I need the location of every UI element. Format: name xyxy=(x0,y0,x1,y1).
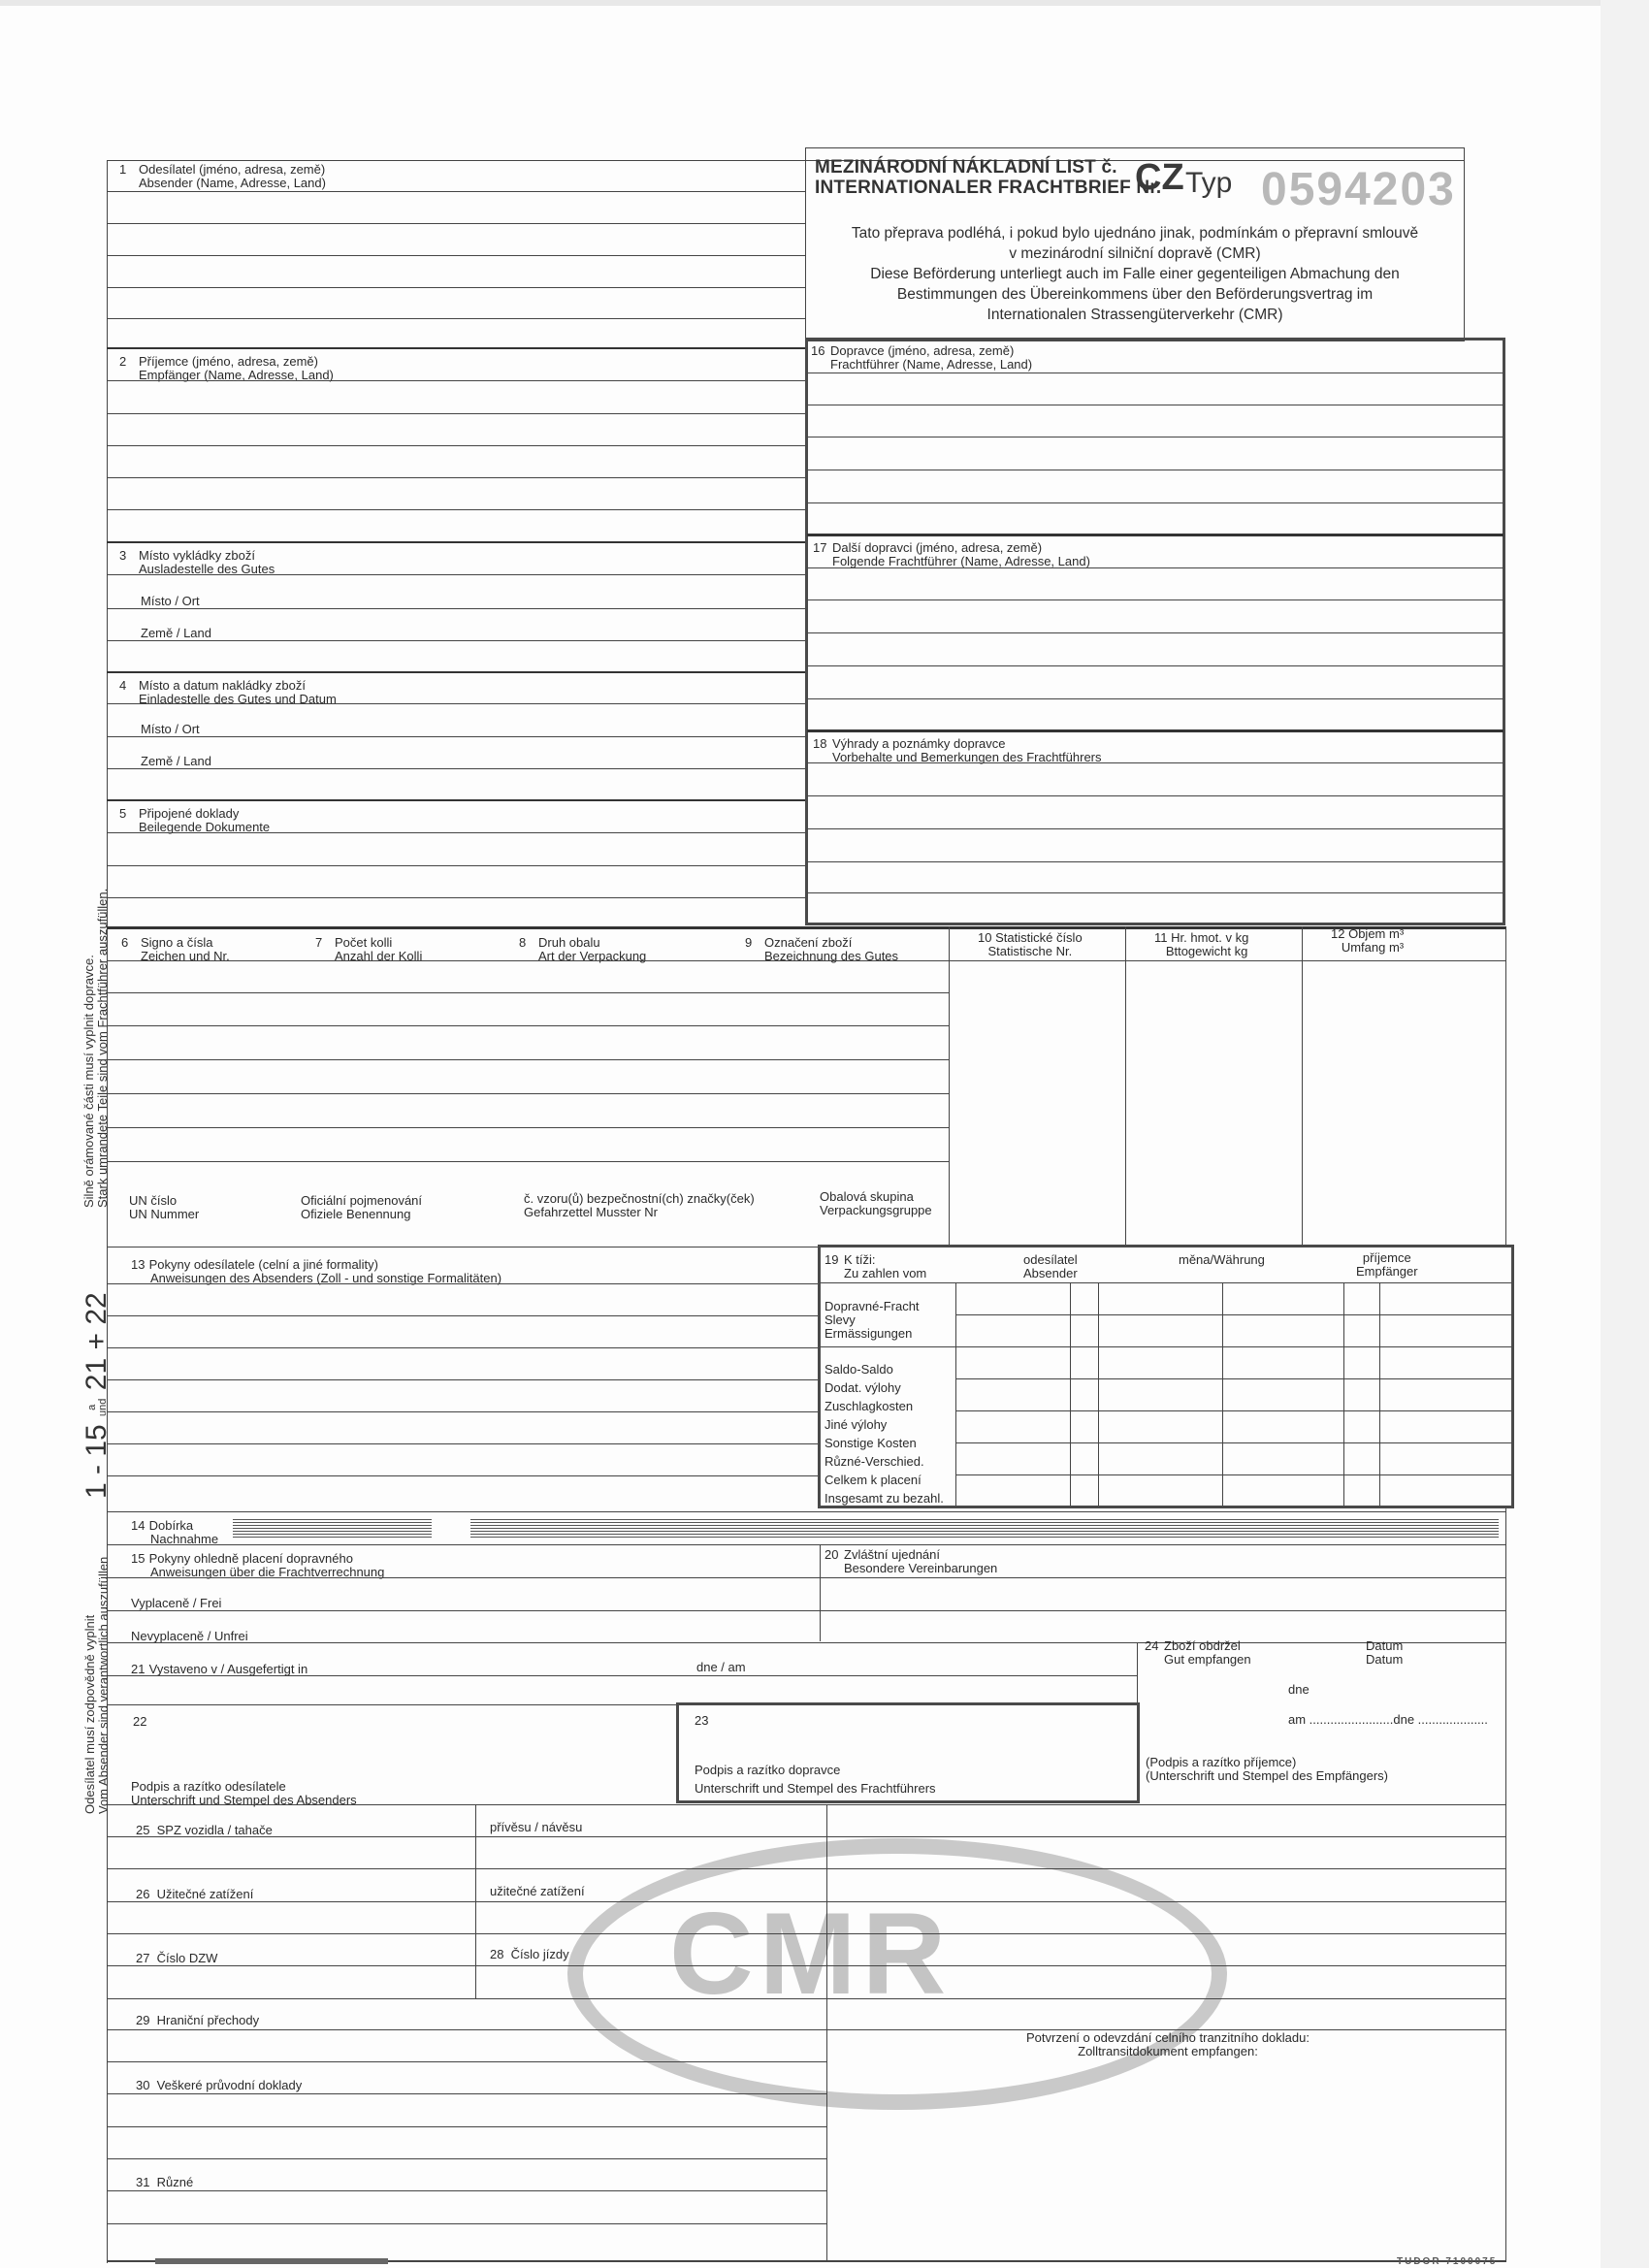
adr-name-label: Oficiální pojmenování Ofiziele Benennung xyxy=(301,1193,423,1221)
rule xyxy=(107,1836,1505,1837)
rule xyxy=(107,1025,949,1026)
footer-print-code: TUDOR 7100075 xyxy=(1397,2256,1498,2267)
side-note-sender xyxy=(83,1557,111,1814)
rule xyxy=(107,2061,826,2062)
rule xyxy=(107,1475,820,1476)
rule xyxy=(807,567,1504,568)
transit-confirmation-area[interactable] xyxy=(830,2061,1502,2255)
field-21-date-label: dne / am xyxy=(696,1660,746,1674)
goods-top xyxy=(107,926,1505,929)
rule xyxy=(107,1283,820,1284)
rule xyxy=(107,255,805,256)
side-note-sender-de: Vom Absender sind verantwortlich auszufüllen xyxy=(96,1556,111,1814)
rule xyxy=(107,1965,1505,1966)
field-27-input[interactable] xyxy=(109,1967,473,1996)
rule xyxy=(807,698,1504,699)
charges-balance-label: Saldo-Saldo xyxy=(824,1362,893,1377)
field-9-label: 9 Označení zboží Bezeichnung des Gutes xyxy=(745,935,899,963)
field-2-input[interactable] xyxy=(109,382,803,537)
field-10-label: 10 Statistické číslo Statistische Nr. xyxy=(978,930,1083,958)
field-5-label: 5 Připojené doklady Beilegende Dokumente xyxy=(119,806,271,834)
notice-cz-1: Tato přeprava podléhá, i pokud bylo ujednáno jinak, podmínkám o přepravní smlouvě xyxy=(851,225,1419,242)
notice-de-3: Internationalen Strassengüterverkehr (CMR) xyxy=(986,307,1283,323)
rule xyxy=(107,223,805,224)
charges-total-label: Celkem k placení xyxy=(824,1473,922,1487)
charges-currency-header: měna/Währung xyxy=(1179,1252,1265,1267)
field-15-label: 15 Pokyny ohledně placení dopravného Anweisungen über die Frachtverrechnung xyxy=(131,1551,385,1579)
field-20-label: 20 Zvláštní ujednání Besondere Vereinbarungen xyxy=(824,1547,998,1575)
field-3-place[interactable]: Místo / Ort xyxy=(141,594,200,608)
field-4-place[interactable]: Místo / Ort xyxy=(141,722,200,736)
field-1-input[interactable] xyxy=(109,193,803,348)
field-2-label: 2 Příjemce (jméno, adresa, země) Empfänger (Name, Adresse, Land) xyxy=(119,354,334,382)
adr-un-label: UN číslo UN Nummer xyxy=(129,1193,200,1221)
charges-col xyxy=(955,1282,956,1506)
charges-rows-b xyxy=(824,1360,944,1507)
notice-de-1: Diese Beförderung unterliegt auch im Falle einer gegenteiligen Abmachung den xyxy=(870,266,1400,282)
field-22-signature[interactable] xyxy=(109,1707,671,1775)
transit-confirmation-label: Potvrzení o odevzdání celního tranzitního dokladu: Zolltransitdokument empfangen: xyxy=(1026,2030,1310,2058)
payment-prepaid[interactable]: Vyplaceně / Frei xyxy=(131,1596,222,1610)
rule xyxy=(107,509,805,510)
notice-de-2: Bestimmungen des Übereinkommens über den Beförderungsvertrag im xyxy=(896,286,1374,303)
field-14-label: 14 Dobírka Nachnahme xyxy=(131,1518,219,1546)
rule xyxy=(107,1577,1505,1578)
field-21-label: 21 Vystaveno v / Ausgefertigt in xyxy=(131,1662,308,1676)
field-4-country[interactable]: Země / Land xyxy=(141,754,211,768)
charges-discount-de-label: Ermässigungen xyxy=(824,1326,913,1341)
field-27-label: 27 Číslo DZW xyxy=(136,1951,218,1965)
field-20-divider xyxy=(820,1544,821,1641)
rule xyxy=(107,318,805,319)
rule xyxy=(807,502,1504,503)
rule xyxy=(107,2158,826,2159)
rule xyxy=(107,413,805,414)
rule xyxy=(807,795,1504,796)
field-30-label: 30 Veškeré průvodní doklady xyxy=(136,2078,303,2092)
charges-discount-label: Slevy xyxy=(824,1312,856,1327)
field-3-country[interactable]: Země / Land xyxy=(141,626,211,640)
page-edge xyxy=(1600,0,1649,2268)
rule xyxy=(107,1093,949,1094)
field-26-trailer-input[interactable] xyxy=(477,1903,824,1932)
field-18-top xyxy=(807,729,1504,732)
rule xyxy=(821,1282,1511,1283)
field-23-number: 23 xyxy=(695,1713,709,1728)
rule xyxy=(807,892,1504,893)
rule xyxy=(107,1315,820,1316)
rule xyxy=(107,1998,1505,1999)
rule xyxy=(107,2126,826,2127)
rule xyxy=(107,1059,949,1060)
side-note-sender-cz: Odesílatel musí zodpovědně vyplnit xyxy=(82,1614,97,1814)
rule xyxy=(107,1675,1137,1676)
rule xyxy=(807,762,1504,763)
field-18-label: 18 Výhrady a poznámky dopravce Vorbehalte und Bemerkungen des Frachtführers xyxy=(813,736,1102,764)
rule xyxy=(107,1704,679,1705)
charges-supplementary-de-label: Zuschlagkosten xyxy=(824,1399,914,1413)
rule xyxy=(107,1127,949,1128)
rule xyxy=(107,2093,826,2094)
side-note-carrier xyxy=(82,889,110,1208)
field-26-label: 26 Užitečné zatížení xyxy=(136,1887,254,1901)
field-17-label: 17 Další dopravci (jméno, adresa, země) Folgende Frachtführer (Name, Adresse, Land) xyxy=(813,540,1090,568)
charges-other-label: Jiné výlohy xyxy=(824,1417,888,1432)
field-13-label: 13 Pokyny odesílatele (celní a jiné formality) Anweisungen des Absenders (Zoll - und sonstige Formalitäten) xyxy=(131,1257,502,1285)
charges-sender-header: odesílatel Absender xyxy=(1023,1252,1078,1280)
country-code: CZ xyxy=(1135,157,1184,198)
rule xyxy=(807,632,1504,633)
rule xyxy=(107,2190,826,2191)
form-left-border xyxy=(107,160,108,2263)
side-note-range-1: 1 - 15 xyxy=(81,1424,113,1499)
charges-rows-a xyxy=(824,1300,920,1341)
field-29-label: 29 Hraniční přechody xyxy=(136,2013,260,2027)
rule xyxy=(107,960,1505,961)
field-5-top xyxy=(107,799,805,801)
title-cz: MEZINÁRODNÍ NÁKLADNÍ LIST č. xyxy=(815,157,1117,178)
rule xyxy=(107,445,805,446)
side-note-range xyxy=(81,1292,113,1499)
field-2-top xyxy=(107,347,805,349)
rule xyxy=(807,665,1504,666)
side-note-carrier-cz: Silně orámované části musí vyplnit dopravce. xyxy=(81,955,96,1208)
rule xyxy=(107,608,805,609)
side-note-carrier-de: Stark umrandete Teile sind vom Frachtführer auszufüllen. xyxy=(95,888,110,1208)
rule xyxy=(107,380,805,381)
rule xyxy=(107,992,949,993)
rule xyxy=(107,574,805,575)
field-17-input[interactable] xyxy=(809,569,1502,725)
field-25-label: 25 SPZ vozidla / tahače xyxy=(136,1823,273,1837)
rule xyxy=(107,1379,820,1380)
field-21-input[interactable] xyxy=(320,1645,689,1674)
charges-misc-label: Různé-Verschied. xyxy=(824,1454,924,1469)
goods-right-border xyxy=(1505,926,1506,1247)
adr-danger-label: č. vzoru(ů) bezpečnostní(ch) značky(ček) Gefahrzettel Musster Nr xyxy=(524,1191,755,1219)
charges-receiver-header: příjemce Empfänger xyxy=(1356,1250,1418,1279)
field-24-label: 24 Zboží obdržel Gut empfangen xyxy=(1145,1638,1251,1667)
rule xyxy=(107,897,805,898)
field-23-signature[interactable] xyxy=(681,1732,1135,1759)
field-17-top xyxy=(807,534,1504,536)
side-note-and-de: und xyxy=(97,1398,110,1416)
side-note-range-2: 21 + 22 xyxy=(81,1292,113,1391)
field-1-header-line xyxy=(107,191,805,192)
field-24-dne: dne xyxy=(1288,1682,1310,1697)
field-24-date-line[interactable]: am ........................dne .................... xyxy=(1288,1712,1488,1727)
field-16-input[interactable] xyxy=(809,374,1502,530)
rule xyxy=(107,640,805,641)
rule xyxy=(807,828,1504,829)
field-8-label: 8 Druh obalu Art der Verpackung xyxy=(519,935,647,963)
bottom-shading xyxy=(155,2258,388,2264)
field-16-label: 16 Dopravce (jméno, adresa, země) Frachtführer (Name, Adresse, Land) xyxy=(811,343,1033,372)
rule xyxy=(107,1901,1505,1902)
rule xyxy=(107,1411,820,1412)
field-7-label: 7 Počet kolli Anzahl der Kolli xyxy=(315,935,423,963)
charges-input-grid[interactable] xyxy=(957,1284,1508,1506)
rule xyxy=(807,599,1504,600)
rule xyxy=(107,1868,1505,1869)
rule xyxy=(107,703,805,704)
rule xyxy=(107,1161,949,1162)
rule xyxy=(107,477,805,478)
field-26-input[interactable] xyxy=(109,1903,473,1932)
title-de: INTERNATIONALER FRACHTBRIEF Nr. xyxy=(815,178,1162,198)
field-3-label: 3 Místo vykládky zboží Ausladestelle des Gutes xyxy=(119,548,275,576)
form-right-border-mid xyxy=(1505,1508,1506,1547)
field-28-label: 28 Číslo jízdy xyxy=(490,1947,569,1961)
field-4-top xyxy=(107,671,805,673)
field-12-label: 12 Objem m³ Umfang m³ xyxy=(1331,926,1405,955)
field-5-input[interactable] xyxy=(109,834,803,926)
field-23-sign-label: Podpis a razítko dopravce Unterschrift und Stempel des Frachtführers xyxy=(695,1763,936,1796)
rule xyxy=(807,861,1504,862)
rule xyxy=(107,865,805,866)
field-26-trailer-label: užitečné zatížení xyxy=(490,1884,585,1898)
rule xyxy=(107,1443,820,1444)
legal-notice xyxy=(815,223,1455,325)
field-25-trailer-input[interactable] xyxy=(477,1838,824,1867)
field-14-top xyxy=(107,1511,1505,1512)
charges-freight-label: Dopravné-Fracht xyxy=(824,1299,920,1313)
side-note-and-cz: a xyxy=(86,1404,99,1410)
field-6-label: 6 Signo a čísla Zeichen und Nr. xyxy=(121,935,230,963)
rule xyxy=(107,287,805,288)
field-15-top xyxy=(107,1544,1505,1545)
cmr-watermark-text: CMR xyxy=(669,1889,953,2019)
field-3-top xyxy=(107,541,805,543)
payment-unpaid[interactable]: Nevyplaceně / Unfrei xyxy=(131,1629,248,1643)
charges-total-de-label: Insgesamt zu bezahl. xyxy=(824,1491,944,1506)
rule xyxy=(107,768,805,769)
field-14-input[interactable] xyxy=(233,1515,1494,1542)
field-25-trailer-label: přívěsu / návěsu xyxy=(490,1820,583,1834)
type-label: Typ xyxy=(1185,167,1233,199)
rule xyxy=(107,1347,820,1348)
rule xyxy=(107,1933,1505,1934)
rule xyxy=(107,832,805,833)
serial-number: 0594203 xyxy=(1261,164,1456,215)
field-11-label: 11 Hr. hmot. v kg Bttogewicht kg xyxy=(1154,930,1249,958)
adr-packing-group-label: Obalová skupina Verpackungsgruppe xyxy=(820,1189,932,1217)
rule xyxy=(107,1642,1505,1643)
field-22-sign-label: Podpis a razítko odesílatele Unterschrift und Stempel des Absenders xyxy=(131,1779,357,1807)
field-22-number: 22 xyxy=(133,1714,147,1729)
field-25-top xyxy=(107,1804,1505,1805)
field-31-label: 31 Různé xyxy=(136,2175,194,2189)
rule xyxy=(107,736,805,737)
rule xyxy=(107,2223,826,2224)
field-24-datum: Datum Datum xyxy=(1366,1638,1404,1667)
field-29-input[interactable] xyxy=(109,2031,824,2060)
field-24-sign-label: (Podpis a razítko příjemce) (Unterschrift und Stempel des Empfängers) xyxy=(1146,1755,1388,1783)
field-20-input[interactable] xyxy=(823,1579,1502,1639)
charges-supplementary-label: Dodat. výlohy xyxy=(824,1380,901,1395)
field-19-label: 19 K tíži: Zu zahlen vom xyxy=(824,1252,927,1280)
notice-cz-2: v mezinárodní silniční dopravě (CMR) xyxy=(1009,245,1261,262)
field-1-label: 1 Odesílatel (jméno, adresa, země) Absender (Name, Adresse, Land) xyxy=(119,162,326,190)
vehicle-col-divider-2 xyxy=(826,1804,827,2260)
field-25-input[interactable] xyxy=(109,1838,473,1867)
field-18-input[interactable] xyxy=(809,764,1502,922)
charges-other-de-label: Sonstige Kosten xyxy=(824,1436,917,1450)
page-top-edge xyxy=(0,0,1600,6)
field-28-input[interactable] xyxy=(477,1967,824,1996)
form-right-border-bottom xyxy=(1505,1544,1506,2262)
field-4-label: 4 Místo a datum nakládky zboží Einladestelle des Gutes und Datum xyxy=(119,678,337,706)
